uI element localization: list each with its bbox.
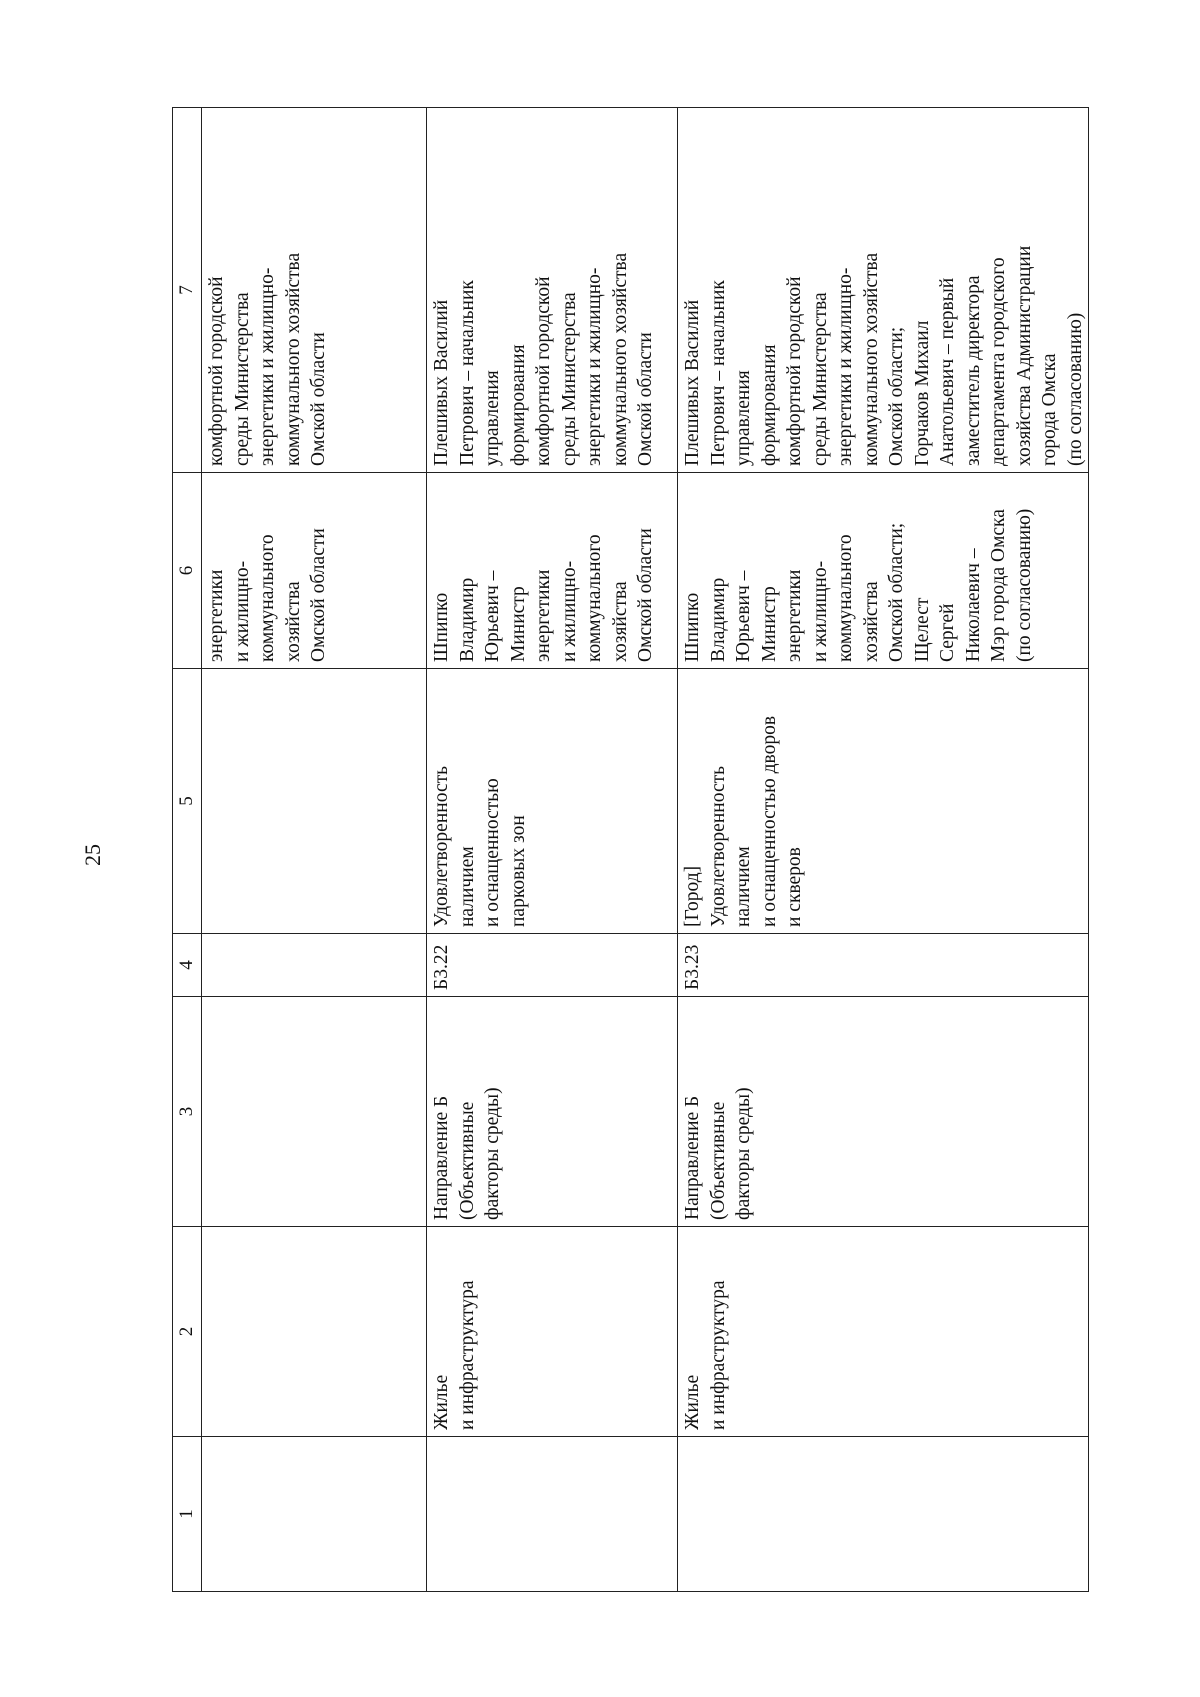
cell-number [427, 1437, 678, 1592]
cell-sphere [202, 1227, 427, 1437]
cell-responsible: Шпипко Владимир Юрьевич – Министр энергетики и жилищно- коммунального хозяйства Омской области; Щелест Сергей Николаевич – Мэр города Омска (по согласованию) [678, 473, 1089, 669]
cell-executor: комфортной городской среды Министерства энергетики и жилищно- коммунального хозяйства Омской области [202, 108, 427, 473]
cell-indicator: [Город] Удовлетворенность наличием и оснащенностью дворов и скверов [678, 669, 1089, 934]
cell-sphere: Жилье и инфраструктура [427, 1227, 678, 1437]
cell-number [678, 1437, 1089, 1592]
header-cell-5: 5 [173, 669, 202, 934]
cell-direction: Направление Б (Объективные факторы среды) [427, 997, 678, 1227]
cell-executor: Плешивых Василий Петрович – начальник управления формирования комфортной городской среды Министерства энергетики и жилищно- коммунального хозяйства Омской области [427, 108, 678, 473]
cell-code: Б3.22 [427, 934, 678, 997]
cell-indicator [202, 669, 427, 934]
cell-responsible: энергетики и жилищно- коммунального хозяйства Омской области [202, 473, 427, 669]
header-cell-2: 2 [173, 1227, 202, 1437]
table-row [678, 108, 1089, 1592]
header-cell-6: 6 [173, 473, 202, 669]
page-number: 25 [80, 844, 105, 866]
table-container [172, 108, 1086, 1592]
header-cell-4: 4 [173, 934, 202, 997]
responsibility-table [172, 107, 1089, 1592]
cell-direction [202, 997, 427, 1227]
rotated-table-region [172, 108, 1086, 1592]
cell-number [202, 1437, 427, 1592]
cell-executor: Плешивых Василий Петрович – начальник управления формирования комфортной городской среды Министерства энергетики и жилищно- коммунального хозяйства Омской области; Горчаков Михаил Анатольевич – первый заместитель директора департамента городского хозяйства Администрации города Омска (по согласованию) [678, 108, 1089, 473]
cell-indicator: Удовлетворенность наличием и оснащенностью парковых зон [427, 669, 678, 934]
header-cell-7: 7 [173, 108, 202, 473]
table-header-row [173, 108, 202, 1592]
header-cell-3: 3 [173, 997, 202, 1227]
cell-direction: Направление Б (Объективные факторы среды) [678, 997, 1089, 1227]
cell-code [202, 934, 427, 997]
cell-sphere: Жилье и инфраструктура [678, 1227, 1089, 1437]
cell-code: Б3.23 [678, 934, 1089, 997]
cell-responsible: Шпипко Владимир Юрьевич – Министр энергетики и жилищно- коммунального хозяйства Омской области [427, 473, 678, 669]
table-row [202, 108, 427, 1592]
header-cell-1: 1 [173, 1437, 202, 1592]
table-row [427, 108, 678, 1592]
